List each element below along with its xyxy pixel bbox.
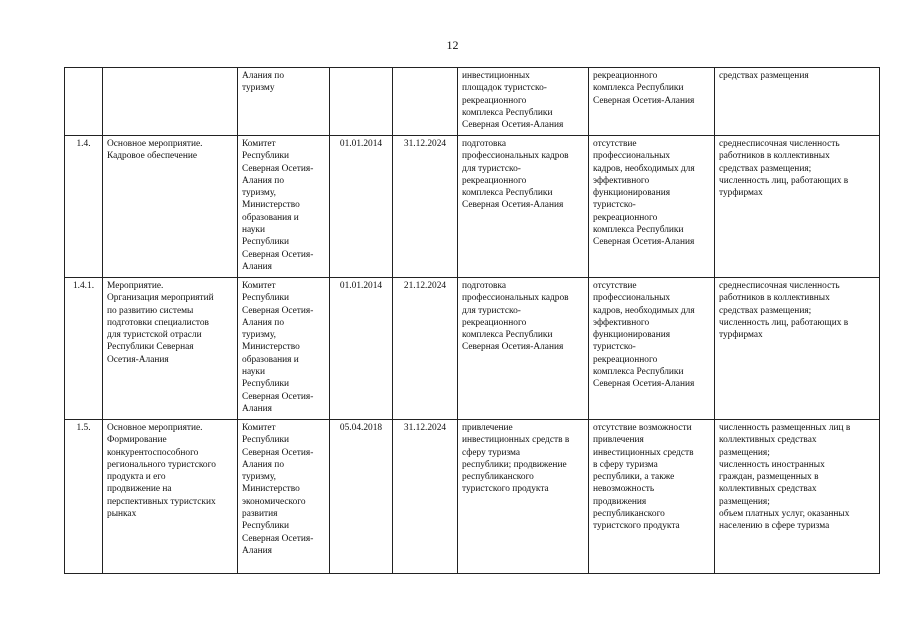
consequences-cell: отсутствие профессиональных кадров, необходимых для эффективного функционирования туристско- рекреационного комплекса Республики Северная Осетия-Алания: [589, 278, 715, 420]
indicators-cell: среднесписочная численность работников в коллективных средствах размещения; численность лиц, работающих в турфирмах: [715, 136, 880, 278]
executor-cell: Алания по туризму: [238, 68, 330, 136]
expected-result-cell: привлечение инвестиционных средств в сферу туризма республики; продвижение республиканского туристского продукта: [458, 420, 589, 574]
measure-name-cell: [103, 68, 238, 136]
program-measures-table: [64, 67, 880, 574]
expected-result-cell: инвестиционных площадок туристско- рекреационного комплекса Республики Северная Осетия-Алания: [458, 68, 589, 136]
end-date-cell: 31.12.2024: [393, 136, 458, 278]
measure-name-cell: Мероприятие. Организация мероприятий по развитию системы подготовки специалистов для туристской отрасли Республики Северная Осетия-Алания: [103, 278, 238, 420]
measure-number-cell: 1.4.1.: [65, 278, 103, 420]
executor-cell: Комитет Республики Северная Осетия- Алания по туризму, Министерство экономического развития Республики Северная Осетия- Алания: [238, 420, 330, 574]
page-number: 12: [446, 38, 459, 52]
measure-name-cell: Основное мероприятие. Кадровое обеспечение: [103, 136, 238, 278]
consequences-cell: рекреационного комплекса Республики Северная Осетия-Алания: [589, 68, 715, 136]
start-date-cell: 01.01.2014: [330, 278, 393, 420]
start-date-cell: 01.01.2014: [330, 136, 393, 278]
indicators-cell: средствах размещения: [715, 68, 880, 136]
start-date-cell: 05.04.2018: [330, 420, 393, 574]
table-row: [65, 278, 880, 420]
end-date-cell: 31.12.2024: [393, 420, 458, 574]
end-date-cell: 21.12.2024: [393, 278, 458, 420]
executor-cell: Комитет Республики Северная Осетия- Алания по туризму, Министерство образования и науки Республики Северная Осетия- Алания: [238, 278, 330, 420]
end-date-cell: [393, 68, 458, 136]
expected-result-cell: подготовка профессиональных кадров для туристско- рекреационного комплекса Республики Северная Осетия-Алания: [458, 278, 589, 420]
measure-number-cell: [65, 68, 103, 136]
measure-number-cell: 1.4.: [65, 136, 103, 278]
indicators-cell: среднесписочная численность работников в коллективных средствах размещения; численность лиц, работающих в турфирмах: [715, 278, 880, 420]
measure-number-cell: 1.5.: [65, 420, 103, 574]
table-row: [65, 136, 880, 278]
table-row: [65, 420, 880, 574]
indicators-cell: численность размещенных лиц в коллективных средствах размещения; численность иностранных граждан, размещенных в коллективных средствах размещения; объем платных услуг, оказанных населению в сфере туризма: [715, 420, 880, 574]
consequences-cell: отсутствие профессиональных кадров, необходимых для эффективного функционирования туристско- рекреационного комплекса Республики Северная Осетия-Алания: [589, 136, 715, 278]
executor-cell: Комитет Республики Северная Осетия- Алания по туризму, Министерство образования и науки Республики Северная Осетия- Алания: [238, 136, 330, 278]
consequences-cell: отсутствие возможности привлечения инвестиционных средств в сферу туризма республики, а также невозможность продвижения республиканского туристского продукта: [589, 420, 715, 574]
expected-result-cell: подготовка профессиональных кадров для туристско- рекреационного комплекса Республики Северная Осетия-Алания: [458, 136, 589, 278]
measure-name-cell: Основное мероприятие. Формирование конкурентоспособного регионального туристского продукта и его продвижение на перспективных туристских рынках: [103, 420, 238, 574]
start-date-cell: [330, 68, 393, 136]
table-row: [65, 68, 880, 136]
